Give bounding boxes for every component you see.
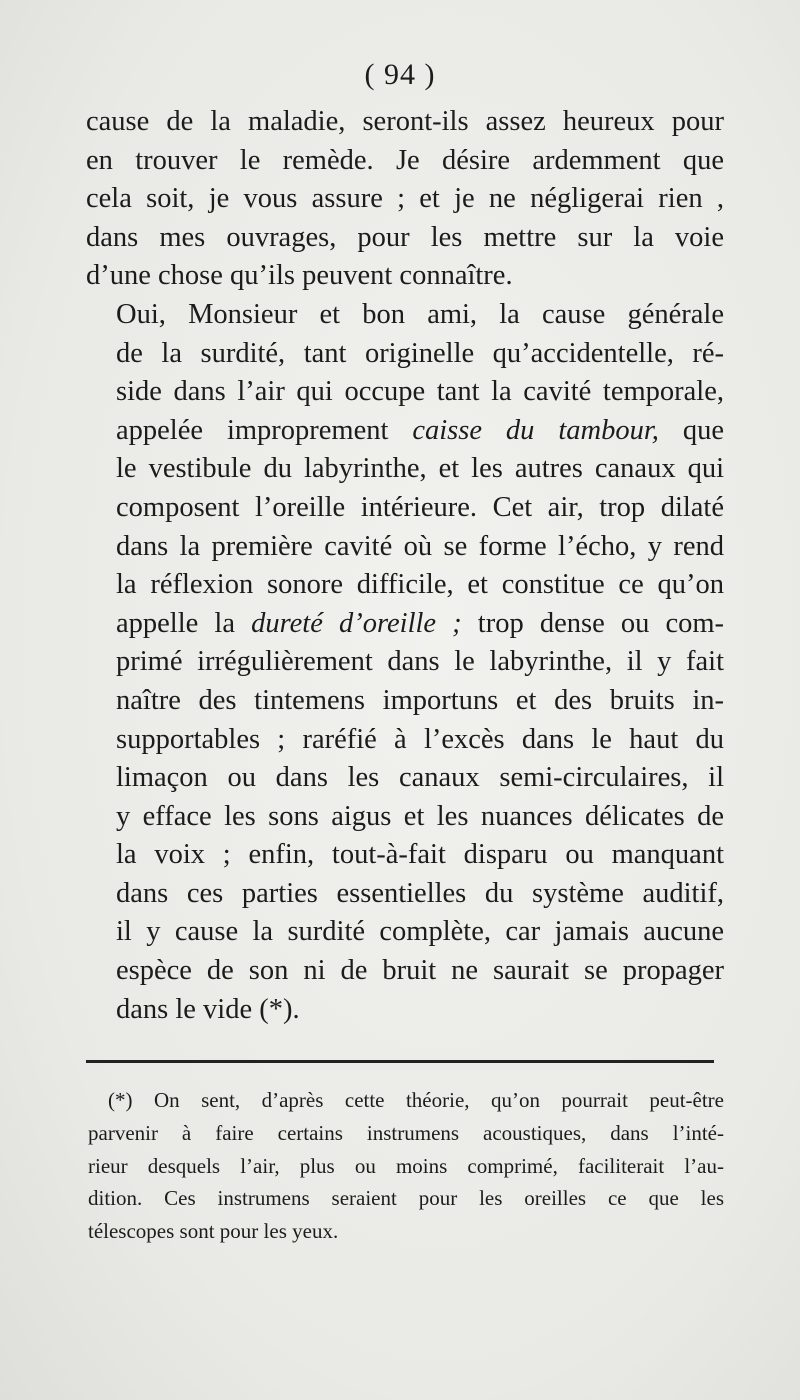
paragraph-2: [86, 296, 724, 1029]
text-line: la réflexion sonore difficile, et constitue ce qu’on: [116, 569, 724, 601]
text-line: limaçon ou dans les canaux semi-circulaires, il: [116, 762, 724, 794]
footnote-line: (*) On sent, d’après cette théorie, qu’on pourrait peut-être: [108, 1088, 724, 1112]
text-line: d’une chose qu’ils peuvent connaître.: [86, 260, 513, 292]
body-text: [86, 103, 724, 1029]
text-line: le vestibule du labyrinthe, et les autres canaux qui: [116, 453, 724, 485]
text-line: dans ces parties essentielles du système auditif,: [116, 877, 724, 909]
footnote-line: télescopes sont pour les yeux.: [88, 1219, 339, 1244]
italic-phrase: caisse du tambour,: [412, 414, 659, 446]
text-segment: appelle la: [116, 607, 235, 639]
footnote-line: rieur desquels l’air, plus ou moins comprimé, faciliterait l’au-: [88, 1153, 724, 1178]
text-line: Oui, Monsieur et bon ami, la cause générale: [116, 298, 724, 330]
footnote-divider: [86, 1060, 714, 1063]
text-line: [86, 605, 724, 644]
text-line: y efface les sons aigus et les nuances délicates de: [116, 800, 724, 832]
footnote: [88, 1084, 724, 1248]
text-line: side dans l’air qui occupe tant la cavité temporale,: [116, 376, 724, 408]
footnote-line: dition. Ces instrumens seraient pour les oreilles ce que les: [88, 1186, 724, 1211]
page-number: ( 94 ): [364, 58, 436, 91]
paragraph-1: [86, 103, 724, 296]
text-line: espèce de son ni de bruit ne saurait se propager: [116, 955, 724, 987]
text-line: de la surdité, tant originelle qu’accidentelle, ré-: [116, 337, 724, 369]
text-line: composent l’oreille intérieure. Cet air, trop dilaté: [116, 491, 724, 523]
text-line: naître des tintemens importuns et des bruits in-: [116, 684, 724, 716]
text-segment: appelée improprement: [116, 414, 389, 446]
text-line: cause de la maladie, seront-ils assez heureux pour: [86, 106, 724, 137]
text-segment: trop dense ou com-: [477, 607, 725, 639]
footnote-line: parvenir à faire certains instrumens acoustiques, dans l’inté-: [88, 1120, 724, 1145]
text-line: en trouver le remède. Je désire ardemment que: [86, 144, 724, 176]
italic-phrase: dureté d’oreille ;: [251, 607, 462, 639]
text-line: il y cause la surdité complète, car jamais aucune: [116, 916, 724, 948]
text-line: [86, 412, 724, 451]
text-line: dans la première cavité où se forme l’écho, y rend: [116, 530, 724, 562]
text-segment: que: [682, 414, 725, 446]
text-line: primé irrégulièrement dans le labyrinthe, il y fait: [116, 646, 724, 678]
text-line: dans le vide (*).: [116, 993, 300, 1025]
text-line: la voix ; enfin, tout-à-fait disparu ou manquant: [116, 839, 724, 871]
text-line: cela soit, je vous assure ; et je ne négligerai rien ,: [86, 183, 724, 215]
text-line: supportables ; raréfié à l’excès dans le haut du: [116, 723, 724, 755]
text-line: dans mes ouvrages, pour les mettre sur la voie: [86, 221, 724, 253]
